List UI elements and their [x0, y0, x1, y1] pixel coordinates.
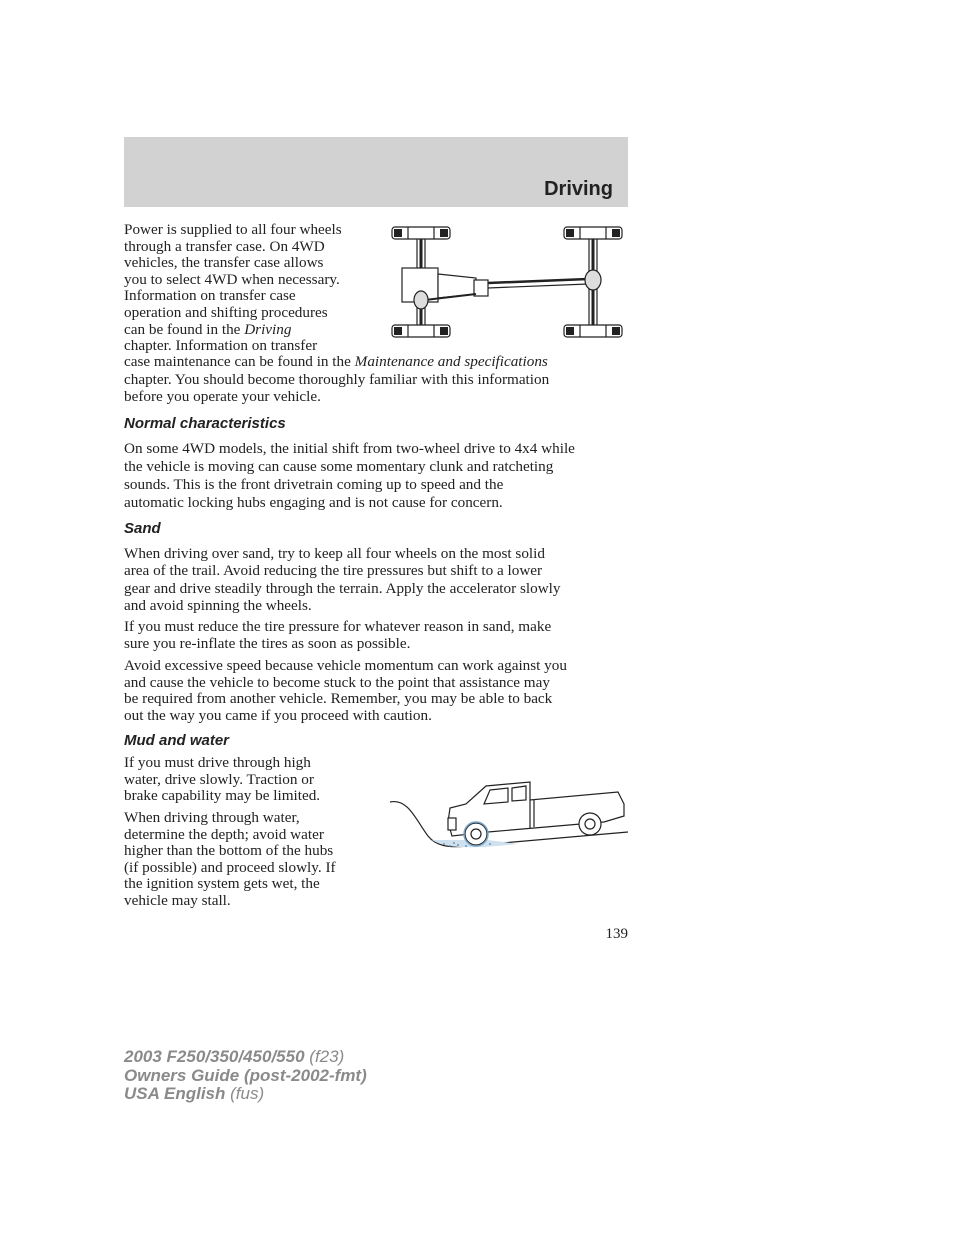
footer-language: USA English	[124, 1084, 226, 1103]
paragraph-line: gear and drive steadily through the terrain. Apply the accelerator slowly	[124, 579, 561, 597]
normal-paragraph	[124, 440, 628, 512]
intro-line: you to select 4WD when necessary.	[124, 270, 340, 288]
footer-line	[124, 1048, 367, 1067]
paragraph-line: vehicle may stall.	[124, 891, 231, 909]
mud-paragraph-1	[124, 755, 386, 805]
paragraph-line: sure you re-inflate the tires as soon as possible.	[124, 634, 411, 652]
intro-line: before you operate your vehicle.	[124, 388, 321, 406]
intro-line	[124, 354, 628, 371]
truck-in-water-illustration	[388, 770, 628, 852]
chapter-header-band	[124, 137, 628, 207]
intro-line: operation and shifting procedures	[124, 303, 328, 321]
paragraph-line: automatic locking hubs engaging and is not cause for concern.	[124, 494, 503, 511]
paragraph-line: the ignition system gets wet, the	[124, 875, 320, 893]
document-footer	[124, 1048, 367, 1104]
footer-code: (f23)	[304, 1047, 345, 1066]
paragraph-line: the vehicle is moving can cause some momentary clunk and ratcheting	[124, 458, 554, 475]
paragraph-line: sounds. This is the front drivetrain coming up to speed and the	[124, 476, 504, 493]
paragraph-line: If you must reduce the tire pressure for whatever reason in sand, make	[124, 618, 552, 635]
page-number: 139	[605, 926, 628, 942]
intro-line	[124, 322, 386, 339]
paragraph-line: If you must drive through high	[124, 754, 311, 771]
paragraph-line: area of the trail. Avoid reducing the tire pressures but shift to a lower	[124, 562, 543, 580]
chapter-title: Driving	[544, 178, 613, 200]
footer-line	[124, 1085, 367, 1104]
section-heading-sand: Sand	[124, 520, 161, 537]
sand-paragraph-1	[124, 545, 628, 614]
paragraph-line: When driving over sand, try to keep all four wheels on the most solid	[124, 545, 545, 562]
sand-paragraph-2	[124, 619, 628, 652]
intro-text: case maintenance can be found in the	[124, 353, 355, 370]
paragraph-line: be required from another vehicle. Remember, you may be able to back	[124, 690, 553, 708]
footer-line: Owners Guide (post-2002-fmt)	[124, 1065, 367, 1085]
section-heading-mud: Mud and water	[124, 732, 230, 749]
footer-model: 2003 F250/350/450/550	[124, 1047, 305, 1066]
intro-wrapped-text	[124, 222, 386, 355]
chapter-reference: Maintenance and specifications	[354, 353, 548, 370]
intro-line: Information on transfer case	[124, 287, 296, 305]
intro-text: can be found in the	[124, 320, 245, 338]
mud-paragraph-2	[124, 810, 386, 910]
4wd-drivetrain-diagram	[388, 222, 628, 344]
intro-line: Power is supplied to all four wheels	[124, 221, 342, 238]
paragraph-line: higher than the bottom of the hubs	[124, 842, 334, 860]
intro-line: through a transfer case. On 4WD	[124, 237, 325, 255]
chapter-reference: Driving	[244, 320, 292, 338]
intro-line: chapter. You should become thoroughly familiar with this information	[124, 370, 550, 388]
section-heading-normal: Normal characteristics	[124, 415, 286, 432]
paragraph-line: and cause the vehicle to become stuck to the point that assistance may	[124, 673, 550, 691]
intro-line: chapter. Information on transfer	[124, 337, 318, 355]
paragraph-line: Avoid excessive speed because vehicle momentum can work against you	[124, 657, 567, 674]
footer-code: (fus)	[225, 1084, 265, 1103]
paragraph-line: brake capability may be limited.	[124, 787, 321, 805]
intro-full-text	[124, 354, 628, 406]
paragraph-line: (if possible) and proceed slowly. If	[124, 858, 336, 876]
paragraph-line: determine the depth; avoid water	[124, 825, 324, 843]
intro-line: vehicles, the transfer case allows	[124, 254, 324, 272]
paragraph-line: water, drive slowly. Traction or	[124, 770, 314, 788]
paragraph-line: When driving through water,	[124, 809, 300, 826]
paragraph-line: out the way you came if you proceed with caution.	[124, 706, 432, 724]
paragraph-line: and avoid spinning the wheels.	[124, 596, 312, 614]
sand-paragraph-3	[124, 658, 628, 724]
paragraph-line: On some 4WD models, the initial shift from two-wheel drive to 4x4 while	[124, 440, 575, 457]
